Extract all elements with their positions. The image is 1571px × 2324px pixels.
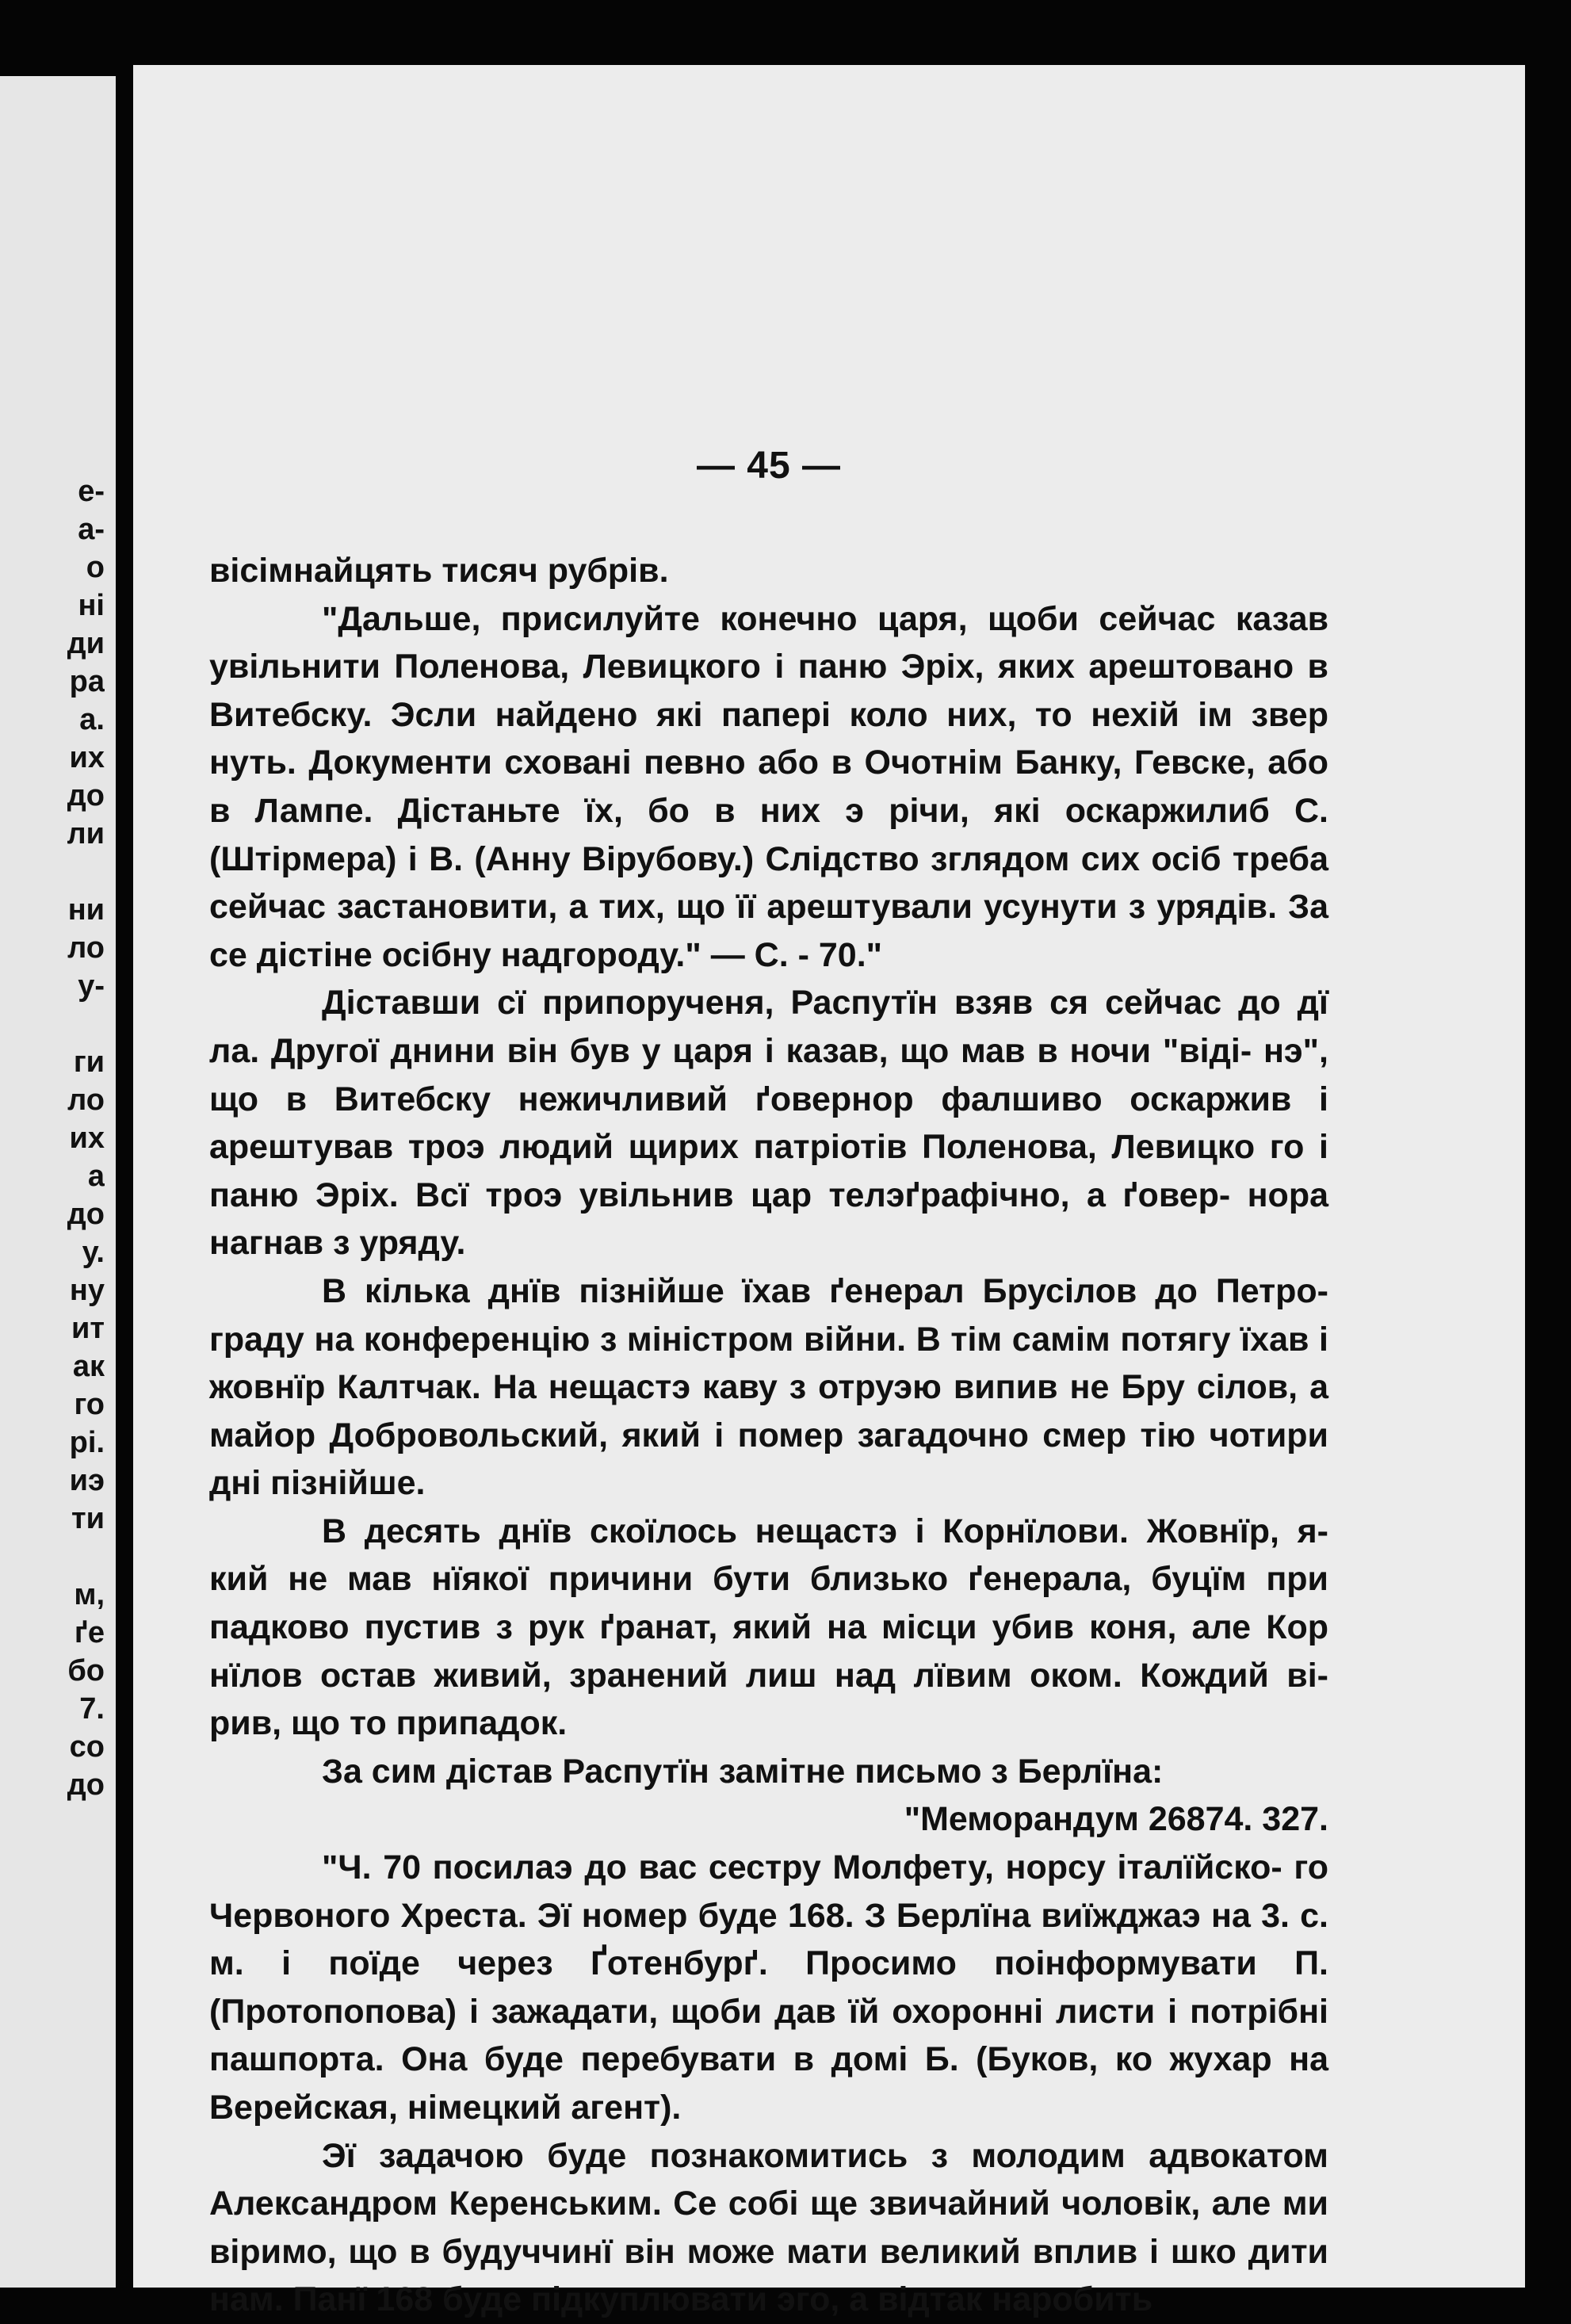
book-page [133,65,1525,2319]
facing-page-fragment: до [67,779,105,812]
paragraph: В десять днїв скоїлось нещастэ і Корнїлови. Жовнїр, я- кий не мав нїякої причини бути близько ґенерала, буцїм при падково пустив з рук ґранат, який на місци убив коня, але Кор нїлов остав живий, зранений лиш над лївим оком. Кождий ві- рив, що то припадок. [209,1512,1328,1743]
facing-page-fragment: у. [82,1236,105,1269]
facing-page-fragment: со [69,1730,105,1764]
facing-page-fragment: ни [67,893,105,927]
paragraph: Эї задачою буде познакомитись з молодим адвокатом Александром Керенським. Се собі ще звичайний чоловік, але ми віримо, що в будуччинї він може мати великий вплив і шко дити нам. Панї 168 буде підкуплювати эго, а відтак наробить [209,2136,1328,2319]
paragraph: вісімнайцять тисяч рубрів. [209,552,669,590]
facing-page-fragment: их [69,1122,105,1155]
facing-page-fragment: у- [78,969,105,1003]
paragraph: В кілька днїв пізнійше їхав ґенерал Брусілов до Петро- граду на конференцію з міністром війни. В тім самім потягу їхав і жовнїр Калтчак. На нещастэ каву з отруэю випив не Бру сілов, а майор Добровольский, який і помер загадочно смер тію чотири дні пізнійше. [209,1271,1328,1503]
facing-page-text-fragments [10,472,105,1804]
facing-page-fragment: рі. [69,1426,105,1459]
paragraph: "Дальше, присилуйте конечно царя, щоби сейчас казав увільнити Поленова, Левицкого і паню Эріх, яких арештовано в Витебску. Эсли найдено які папері коло них, то нехій ім звер нуть. Документи сховані певно або в Очотнім Банку, Гевске, або в Лампе. Дістаньте їх, бо в них э річи, які оскаржилиб С. (Штірмера) і В. (Анну Вірубову.) Слідство зглядом сих осіб треба сейчас застановити, а тих, що її арештували усунути з урядів. За се дістіне осібну надгороду." — С. - 70." [209,599,1328,974]
paragraph: Діставши сї припорученя, Распутїн взяв ся сейчас до дї ла. Другої днини він був у царя і казав, що мав в ночи "віді- нэ", що в Витебску нежичливий ґовернор фалшиво оскаржив і арештував троэ людий щирих патріотів Поленова, Левицко го і паню Эріх. Всї троэ увільнив цар телэґрафічно, а ґовер- нора нагнав з уряду. [209,984,1328,1263]
facing-page-fragment: м, [74,1578,105,1611]
page-content [209,379,1328,2324]
facing-page-fragment: ло [67,1084,105,1117]
facing-page-fragment: о [86,551,105,584]
facing-page-fragment: ні [78,589,105,622]
facing-page-fragment: бо [67,1654,105,1688]
facing-page-fragment: ли [67,817,105,850]
page-number: — 45 — [696,445,842,487]
facing-page-fragment: до [67,1198,105,1231]
facing-page-fragment: ти [71,1502,105,1535]
facing-page-fragment: ит [71,1312,105,1345]
facing-page-fragment: до [67,1768,105,1802]
facing-page-fragment: ги [73,1045,105,1079]
facing-page-fragment: ак [72,1350,105,1383]
facing-page-fragment: ґе [74,1616,105,1649]
facing-page-fragment: ра [69,665,105,698]
facing-page-fragment: го [74,1388,105,1421]
facing-page-fragment: иэ [69,1464,105,1497]
facing-page-fragment: а- [78,513,105,546]
facing-page-fragment: е- [78,475,105,508]
facing-page-edge [0,76,116,2288]
facing-page-fragment: ну [69,1274,105,1307]
paragraph: За сим дістав Распутїн замітне письмо з Берлїна: [322,1752,1164,1791]
facing-page-fragment: ло [67,931,105,965]
body-text [209,547,1328,2324]
facing-page-fragment: а [87,1160,105,1193]
paragraph: "Меморандум 26874. 327. [904,1800,1328,1839]
facing-page-fragment: их [69,741,105,774]
facing-page-fragment: 7. [79,1692,105,1726]
facing-page-fragment: ди [67,627,105,660]
paragraph: "Ч. 70 посилаэ до вас сестру Молфету, норсу італїйско- го Червоного Хреста. Эї номер буде 168. З Берлїна виїжджаэ на 3. с. м. і поїде через Ґотенбурґ. Просимо поінформувати П. (Протопопова) і зажадати, щоби дав їй охоронні листи і потрібні пашпорта. Она буде перебувати в домі Б. (Буков, ко жухар на Верейская, німецкий агент). [209,1848,1328,2127]
facing-page-fragment: а. [79,703,105,736]
